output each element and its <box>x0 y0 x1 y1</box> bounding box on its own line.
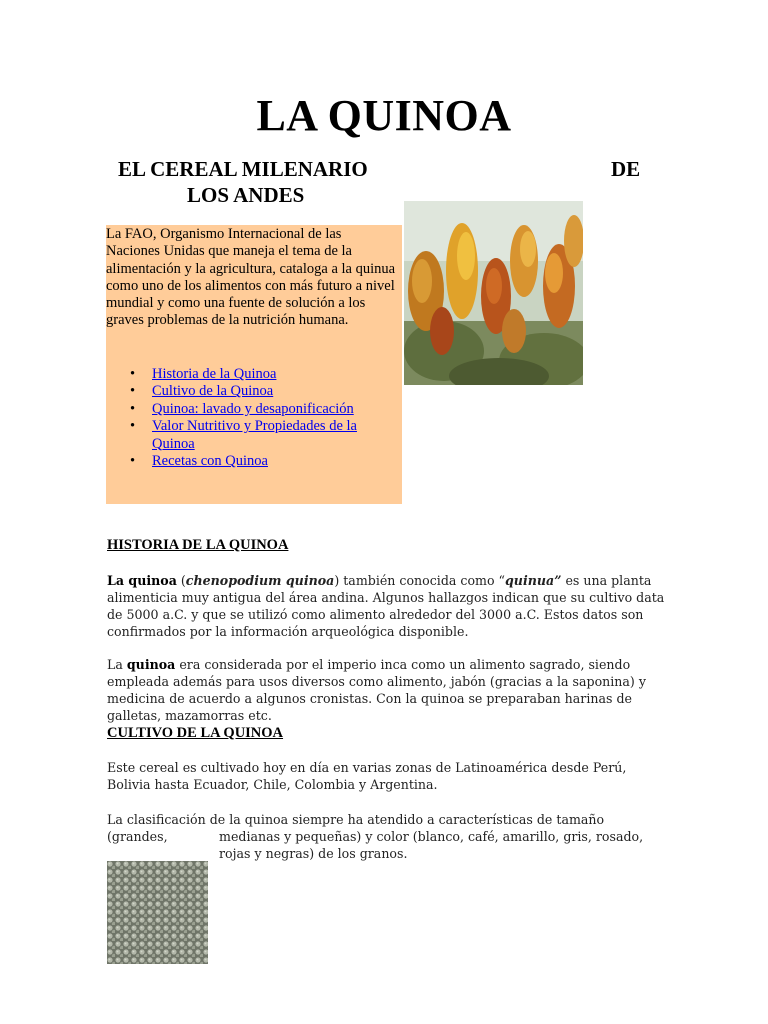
cultivo-paragraph-2-rest: medianas y pequeñas) y color (blanco, café, amarillo, gris, rosado, rojas y negras) de los granos. <box>219 829 644 861</box>
subtitle-line2: LOS ANDES <box>187 183 305 207</box>
subtitle-right: DE <box>611 157 641 181</box>
list-item <box>106 418 402 453</box>
cultivo-paragraph-1: Este cereal es cultivado hoy en día en varias zonas de Latinoamérica desde Perú, Bolivia hasta Ecuador, Chile, Colombia y Argentina. <box>107 760 627 792</box>
link-valor-nutritivo[interactable]: Valor Nutritivo y Propiedades de la Quinoa <box>152 418 357 452</box>
page-title: LA QUINOA <box>256 91 512 140</box>
historia-paragraph-1: La quinoa (chenopodium quinoa) también conocida como “quinua” es una planta alimenticia muy antigua del área andina. Algunos hallazgos indican que su cultivo data de 5000 a.C. y que se utilizó como alimento alrededor del 3000 a.C. Estos datos son confirmados por la información arqueológica disponible. <box>107 573 665 639</box>
bullet-icon: • <box>130 366 136 382</box>
section-heading-historia: HISTORIA DE LA QUINOA <box>107 537 289 553</box>
cultivo-paragraph-2-line1: La clasificación de la quinoa siempre ha atendido a características de tamaño (grandes, <box>107 812 605 844</box>
link-cultivo[interactable]: Cultivo de la Quinoa <box>152 383 274 400</box>
bullet-icon: • <box>130 418 136 435</box>
subtitle-left: EL CEREAL MILENARIO <box>118 157 368 181</box>
historia-paragraph-2: La quinoa era considerada por el imperio inca como un alimento sagrado, siendo empleada además para usos diversos como alimento, jabón (gracias a la saponina) y medicina de acuerdo a algunos cronistas. Con la quinoa se preparaban harinas de galletas, mazamorras etc. <box>107 657 646 723</box>
section-heading-cultivo: CULTIVO DE LA QUINOA <box>107 725 284 741</box>
link-historia[interactable]: Historia de la Quinoa <box>152 366 277 382</box>
list-item <box>106 366 402 383</box>
quinoa-grains-image <box>107 861 208 964</box>
intro-text: La FAO, Organismo Internacional de las Naciones Unidas que maneja el tema de la alimentación y la agricultura, cataloga a la quinua como uno de los alimentos con más futuro a nivel mundial y como una fuente de solución a los graves problemas de la nutrición humana. <box>106 226 396 329</box>
list-item <box>106 453 402 470</box>
bullet-icon: • <box>130 383 136 400</box>
bullet-icon: • <box>130 400 136 417</box>
link-lavado[interactable]: Quinoa: lavado y desaponificación <box>152 400 354 417</box>
list-item <box>106 401 402 418</box>
bullet-icon: • <box>130 453 136 470</box>
list-item <box>106 383 402 400</box>
link-recetas[interactable]: Recetas con Quinoa <box>152 453 268 470</box>
topic-links <box>106 366 402 470</box>
quinoa-plant-image <box>404 201 583 385</box>
